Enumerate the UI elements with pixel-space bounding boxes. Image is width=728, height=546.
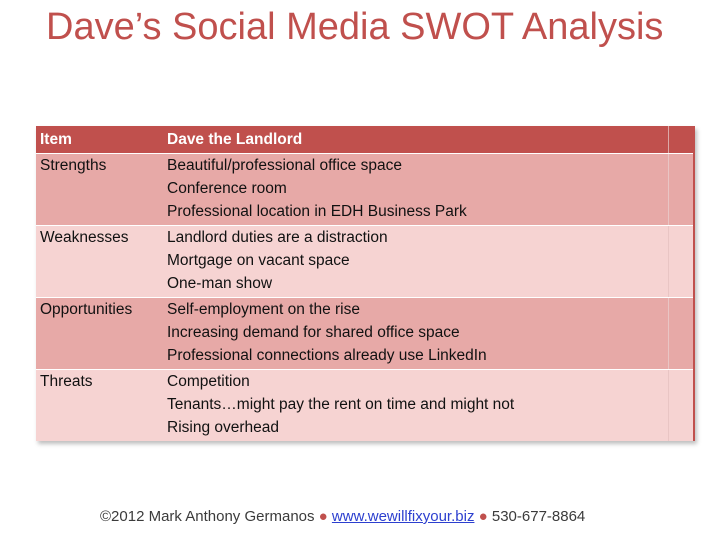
row-line: Professional location in EDH Business Park <box>167 203 467 220</box>
table-row-opportunities <box>36 297 693 369</box>
table-header-row <box>36 126 693 153</box>
row-line: Professional connections already use LinkedIn <box>167 347 487 364</box>
table-row-strengths <box>36 153 693 225</box>
row-label: Opportunities <box>40 301 133 318</box>
bullet-separator: ● <box>478 508 488 525</box>
phone-number: 530-677-8864 <box>491 508 586 525</box>
empty-cell <box>668 298 693 369</box>
row-content <box>164 154 668 225</box>
row-line: Mortgage on vacant space <box>167 252 350 269</box>
row-label: Threats <box>40 373 93 390</box>
row-line: Landlord duties are a distraction <box>167 229 388 246</box>
row-line: One-man show <box>167 275 273 292</box>
row-line: Beautiful/professional office space <box>167 157 402 174</box>
row-line: Increasing demand for shared office space <box>167 324 460 341</box>
row-line: Conference room <box>167 180 287 197</box>
row-line: Self-employment on the rise <box>167 301 360 318</box>
row-label: Weaknesses <box>40 229 129 246</box>
bullet-separator: ● <box>318 508 328 525</box>
row-line: Tenants…might pay the rent on time and might not <box>167 396 515 413</box>
website-link[interactable]: www.wewillfixyour.biz <box>331 508 475 525</box>
row-content <box>164 370 668 441</box>
copyright-text: ©2012 Mark Anthony Germanos <box>100 508 315 525</box>
row-content <box>164 226 668 297</box>
header-item: Item <box>40 131 72 148</box>
row-label: Strengths <box>40 157 107 174</box>
row-content <box>164 298 668 369</box>
empty-cell <box>668 226 693 297</box>
table-row-threats <box>36 369 693 441</box>
footer <box>100 508 585 525</box>
row-line: Competition <box>167 373 250 390</box>
header-dave-the-landlord: Dave the Landlord <box>167 131 303 148</box>
row-line: Rising overhead <box>167 419 280 436</box>
table-row-weaknesses <box>36 225 693 297</box>
empty-cell <box>668 370 693 441</box>
swot-table <box>36 126 695 441</box>
empty-cell <box>668 154 693 225</box>
header-empty-cell <box>668 126 693 153</box>
page-title: Dave’s Social Media SWOT Analysis <box>46 6 664 48</box>
